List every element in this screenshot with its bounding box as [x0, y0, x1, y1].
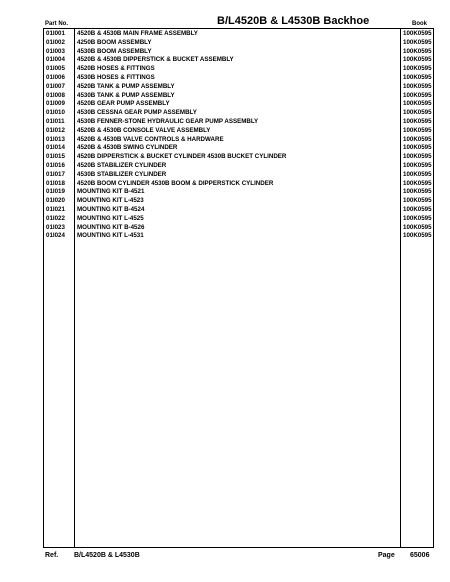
part-number: 01I018 [46, 179, 65, 187]
footer-page-number: 65006 [410, 552, 430, 559]
part-number: 01I010 [46, 109, 65, 117]
part-description: 4520B DIPPERSTICK & BUCKET CYLINDER 4530B BUCKET CYLINDER [77, 153, 287, 161]
part-number: 01I012 [46, 126, 65, 134]
book-number: 100K0595 [403, 179, 432, 187]
header-part-no-label: Part No. [45, 21, 69, 27]
footer-page-label: Page [378, 552, 395, 559]
part-number: 01I022 [46, 214, 65, 222]
part-number: 01I003 [46, 47, 65, 55]
book-number: 100K0595 [403, 188, 432, 196]
part-description: MOUNTING KIT B-4524 [77, 205, 145, 213]
part-number: 01I002 [46, 38, 65, 46]
part-number: 01I004 [46, 56, 65, 64]
part-description: 4520B HOSES & FITTINGS [77, 65, 155, 73]
part-number: 01I008 [46, 91, 65, 99]
table-row [44, 83, 433, 92]
part-description: 4520B & 4530B CONSOLE VALVE ASSEMBLY [77, 126, 211, 134]
table-row [44, 39, 433, 48]
part-number: 01I009 [46, 100, 65, 108]
part-description: MOUNTING KIT B-4526 [77, 223, 145, 231]
part-description: 4520B & 4530B VALVE CONTROLS & HARDWARE [77, 135, 224, 143]
table-row [44, 188, 433, 197]
part-description: 4520B STABILIZER CYLINDER [77, 161, 167, 169]
table-row [44, 180, 433, 189]
book-number: 100K0595 [403, 56, 432, 64]
part-number: 01I024 [46, 232, 65, 240]
table-row [44, 136, 433, 145]
part-number: 01I011 [46, 117, 65, 125]
table-row [44, 118, 433, 127]
book-number: 100K0595 [403, 38, 432, 46]
part-number: 01I013 [46, 135, 65, 143]
book-number: 100K0595 [403, 47, 432, 55]
book-number: 100K0595 [403, 214, 432, 222]
part-number: 01I021 [46, 205, 65, 213]
part-description: 4250B BOOM ASSEMBLY [77, 38, 152, 46]
part-number: 01I005 [46, 65, 65, 73]
book-number: 100K0595 [403, 91, 432, 99]
part-description: 4520B TANK & PUMP ASSEMBLY [77, 82, 175, 90]
book-number: 100K0595 [403, 30, 432, 37]
book-number: 100K0595 [403, 232, 432, 240]
table-row [44, 48, 433, 57]
part-description: 4520B & 4530B SWING CYLINDER [77, 144, 178, 152]
part-description: 4520B & 4530B MAIN FRAME ASSEMBLY [77, 30, 198, 37]
table-row [44, 92, 433, 101]
part-description: 4520B & 4530B DIPPERSTICK & BUCKET ASSEMBLY [77, 56, 234, 64]
book-number: 100K0595 [403, 223, 432, 231]
part-number: 01I001 [46, 30, 65, 37]
part-description: 4520B GEAR PUMP ASSEMBLY [77, 100, 170, 108]
table-row [44, 109, 433, 118]
part-description: 4530B STABILIZER CYLINDER [77, 170, 167, 178]
part-description: MOUNTING KIT L-4531 [77, 232, 144, 240]
parts-rows [44, 30, 433, 241]
table-row [44, 153, 433, 162]
part-number: 01I017 [46, 170, 65, 178]
part-description: 4530B CESSNA GEAR PUMP ASSEMBLY [77, 109, 197, 117]
book-number: 100K0595 [403, 73, 432, 81]
page-title: B/L4520B & L4530B Backhoe [217, 15, 370, 27]
part-number: 01I015 [46, 153, 65, 161]
footer-model: B/L4520B & L4530B [74, 552, 140, 559]
table-row [44, 206, 433, 215]
book-number: 100K0595 [403, 197, 432, 205]
header-book-label: Book [412, 21, 427, 27]
table-row [44, 56, 433, 65]
book-number: 100K0595 [403, 205, 432, 213]
part-description: MOUNTING KIT L-4525 [77, 214, 144, 222]
table-row [44, 30, 433, 39]
part-description: MOUNTING KIT L-4523 [77, 197, 144, 205]
part-number: 01I023 [46, 223, 65, 231]
table-row [44, 171, 433, 180]
table-row [44, 127, 433, 136]
part-number: 01I019 [46, 188, 65, 196]
book-number: 100K0595 [403, 135, 432, 143]
table-row [44, 162, 433, 171]
table-row [44, 224, 433, 233]
book-number: 100K0595 [403, 65, 432, 73]
book-number: 100K0595 [403, 126, 432, 134]
table-row [44, 100, 433, 109]
table-row [44, 65, 433, 74]
part-description: 4530B HOSES & FITTINGS [77, 73, 155, 81]
parts-table [43, 28, 434, 548]
part-number: 01I020 [46, 197, 65, 205]
part-number: 01I007 [46, 82, 65, 90]
book-number: 100K0595 [403, 170, 432, 178]
part-description: 4530B BOOM ASSEMBLY [77, 47, 152, 55]
part-description: MOUNTING KIT B-4521 [77, 188, 145, 196]
table-row [44, 197, 433, 206]
book-number: 100K0595 [403, 144, 432, 152]
book-number: 100K0595 [403, 161, 432, 169]
part-description: 4530B FENNER-STONE HYDRAULIC GEAR PUMP ASSEMBLY [77, 117, 259, 125]
book-number: 100K0595 [403, 100, 432, 108]
part-number: 01I006 [46, 73, 65, 81]
table-row [44, 215, 433, 224]
book-number: 100K0595 [403, 82, 432, 90]
table-row [44, 144, 433, 153]
book-number: 100K0595 [403, 117, 432, 125]
table-row [44, 232, 433, 241]
footer-ref-label: Ref. [45, 552, 59, 559]
table-row [44, 74, 433, 83]
part-description: 4520B BOOM CYLINDER 4530B BOOM & DIPPERSTICK CYLINDER [77, 179, 274, 187]
part-number: 01I014 [46, 144, 65, 152]
book-number: 100K0595 [403, 153, 432, 161]
part-description: 4530B TANK & PUMP ASSEMBLY [77, 91, 175, 99]
part-number: 01I016 [46, 161, 65, 169]
book-number: 100K0595 [403, 109, 432, 117]
